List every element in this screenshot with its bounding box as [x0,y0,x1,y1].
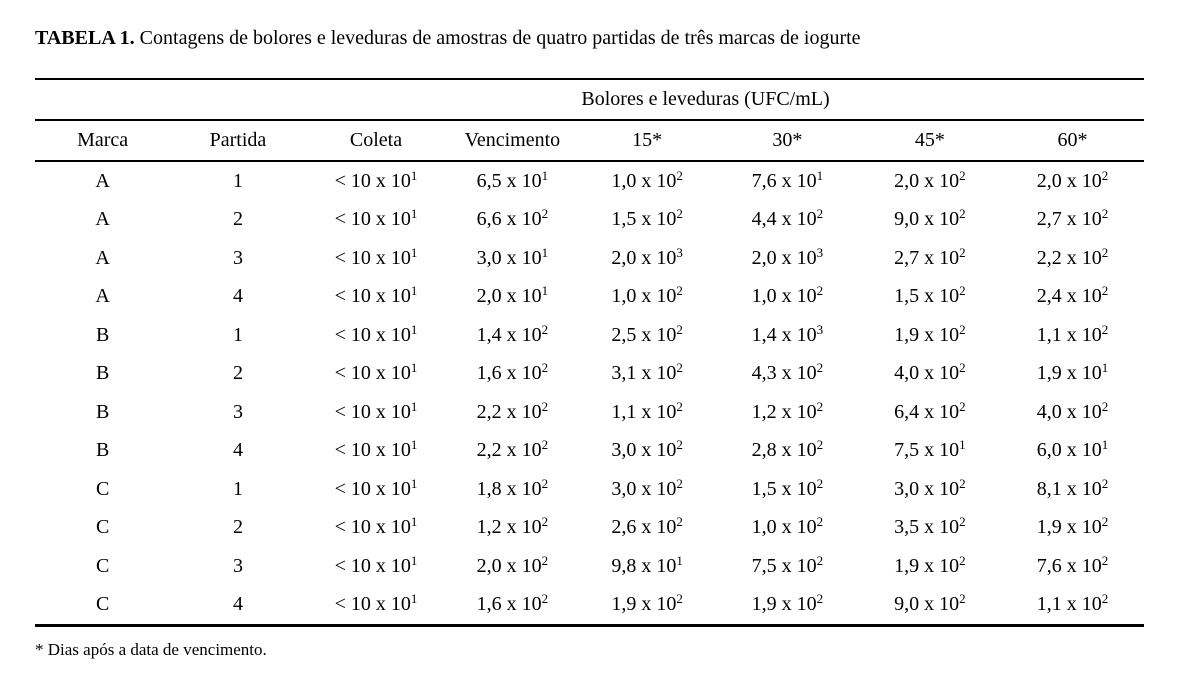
table-cell: 9,8 x $10^1$ [611,552,683,577]
table-cell: 1,4 x $10^3$ [751,321,824,346]
table-row [35,201,1144,240]
table-row [35,239,1144,278]
column-header: 15* [578,120,716,161]
table-cell: 1,9 x $10^1$ [1036,360,1109,385]
table-cell: 1,5 x $10^2$ [751,475,824,500]
table-cell: 1,0 x $10^2$ [751,514,824,539]
table-cell: 4,3 x $10^2$ [751,360,824,385]
table-row [35,355,1144,394]
column-header: 45* [859,120,1001,161]
span-header: Bolores e leveduras (UFC/mL) [578,79,1144,120]
table-cell: 2,2 x $10^2$ [1036,244,1109,269]
table-cell: B [95,362,110,385]
table-cell: 4,0 x $10^2$ [1036,398,1109,423]
column-header: Partida [170,120,305,161]
table-cell: 6,0 x $10^1$ [1036,437,1109,462]
table-cell: 6,4 x $10^2$ [894,398,966,423]
table-cell: 1 [232,477,243,500]
table-cell: 4,4 x $10^2$ [751,206,824,231]
table-row [35,432,1144,471]
table-row [35,547,1144,586]
column-header: 30* [716,120,859,161]
table-cell: C [95,477,110,500]
table-cell: < 10 x $10^1$ [334,244,418,269]
table-cell: A [95,169,110,192]
span-header-spacer [35,79,578,120]
column-header: Coleta [306,120,447,161]
table-cell: A [95,208,110,231]
table-cell: 2,8 x $10^2$ [751,437,824,462]
table-cell: 7,5 x $10^2$ [751,552,824,577]
table-row [35,278,1144,317]
table-cell: 4 [232,439,243,462]
table-cell: 1,9 x $10^2$ [894,552,966,577]
table-cell: 2,4 x $10^2$ [1036,283,1109,308]
table-cell: A [95,285,110,308]
table-cell: < 10 x $10^1$ [334,591,418,616]
table-cell: 3 [232,554,243,577]
table-cell: 2 [232,362,243,385]
table-cell: 2,2 x $10^2$ [476,398,549,423]
table-cell: 1,2 x $10^2$ [751,398,824,423]
table-cell: 2,0 x $10^3$ [751,244,824,269]
table-cell: 1,0 x $10^2$ [611,283,683,308]
table-cell: 2 [232,516,243,539]
table-cell: < 10 x $10^1$ [334,206,418,231]
table-cell: C [95,593,110,616]
table-cell: 1 [232,169,243,192]
table-cell: 3,0 x $10^2$ [611,475,683,500]
table-cell: 2,7 x $10^2$ [1036,206,1109,231]
column-header: Vencimento [446,120,578,161]
table-body [35,161,1144,626]
table-row [35,470,1144,509]
column-header: 60* [1001,120,1144,161]
table-cell: 1,5 x $10^2$ [611,206,683,231]
table-cell: 4 [232,593,243,616]
table-cell: 4 [232,285,243,308]
table-caption-text: Contagens de bolores e leveduras de amostras de quatro partidas de três marcas de iogurte [139,27,861,49]
table-cell: 7,6 x $10^2$ [1036,552,1109,577]
table-caption [35,26,1144,50]
table-cell: 3 [232,246,243,269]
table-cell: B [95,400,110,423]
table-cell: 1,1 x $10^2$ [1036,321,1109,346]
table-cell: 2,7 x $10^2$ [894,244,966,269]
table-cell: C [95,516,110,539]
table-cell: 3 [232,400,243,423]
table-cell: 6,5 x $10^1$ [476,167,549,192]
table-cell: 1,4 x $10^2$ [476,321,549,346]
table-row [35,393,1144,432]
table-cell: 1,6 x $10^2$ [476,360,549,385]
table-cell: < 10 x $10^1$ [334,321,418,346]
table-row [35,161,1144,201]
table-cell: 9,0 x $10^2$ [894,591,966,616]
table-cell: 1,9 x $10^2$ [611,591,683,616]
table-cell: 6,6 x $10^2$ [476,206,549,231]
table-cell: 1,1 x $10^2$ [1036,591,1109,616]
table-cell: 2,0 x $10^1$ [476,283,549,308]
table-cell: A [95,246,110,269]
table-row [35,316,1144,355]
table-caption-label: TABELA 1. [35,27,135,49]
table-cell: < 10 x $10^1$ [334,437,418,462]
table-cell: 1,9 x $10^2$ [751,591,824,616]
table-cell: < 10 x $10^1$ [334,398,418,423]
table-cell: 1,0 x $10^2$ [611,167,683,192]
table-cell: 3,1 x $10^2$ [611,360,683,385]
document-page [0,26,1179,660]
table-cell: 2,0 x $10^2$ [1036,167,1109,192]
table-cell: 8,1 x $10^2$ [1036,475,1109,500]
table-cell: 1,9 x $10^2$ [894,321,966,346]
table-cell: 1,0 x $10^2$ [751,283,824,308]
table-cell: 9,0 x $10^2$ [894,206,966,231]
table-cell: 2,0 x $10^3$ [611,244,683,269]
span-header-row [35,79,1144,120]
table-cell: 1,6 x $10^2$ [476,591,549,616]
table-cell: 1 [232,323,243,346]
data-table [35,78,1144,627]
table-cell: 2,5 x $10^2$ [611,321,683,346]
table-cell: < 10 x $10^1$ [334,360,418,385]
column-header: Marca [35,120,170,161]
table-cell: < 10 x $10^1$ [334,283,418,308]
table-cell: < 10 x $10^1$ [334,167,418,192]
table-cell: 1,1 x $10^2$ [611,398,683,423]
table-cell: 2,0 x $10^2$ [476,552,549,577]
table-cell: < 10 x $10^1$ [334,514,418,539]
table-cell: 4,0 x $10^2$ [894,360,966,385]
table-cell: 1,5 x $10^2$ [894,283,966,308]
table-cell: B [95,323,110,346]
table-cell: 1,8 x $10^2$ [476,475,549,500]
table-cell: 2 [232,208,243,231]
table-cell: 2,2 x $10^2$ [476,437,549,462]
table-cell: 3,0 x $10^2$ [894,475,966,500]
table-cell: 3,0 x $10^2$ [611,437,683,462]
table-cell: < 10 x $10^1$ [334,552,418,577]
table-cell: 1,2 x $10^2$ [476,514,549,539]
table-cell: 3,0 x $10^1$ [476,244,549,269]
table-cell: 1,9 x $10^2$ [1036,514,1109,539]
table-cell: B [95,439,110,462]
table-cell: < 10 x $10^1$ [334,475,418,500]
table-cell: 2,6 x $10^2$ [611,514,683,539]
table-cell: 2,0 x $10^2$ [894,167,966,192]
table-cell: C [95,554,110,577]
column-header-row [35,120,1144,161]
footnote: * Dias após a data de vencimento. [35,640,267,659]
table-row [35,586,1144,626]
table-cell: 3,5 x $10^2$ [894,514,966,539]
table-cell: 7,5 x $10^1$ [894,437,966,462]
table-row [35,509,1144,548]
table-cell: 7,6 x $10^1$ [751,167,824,192]
